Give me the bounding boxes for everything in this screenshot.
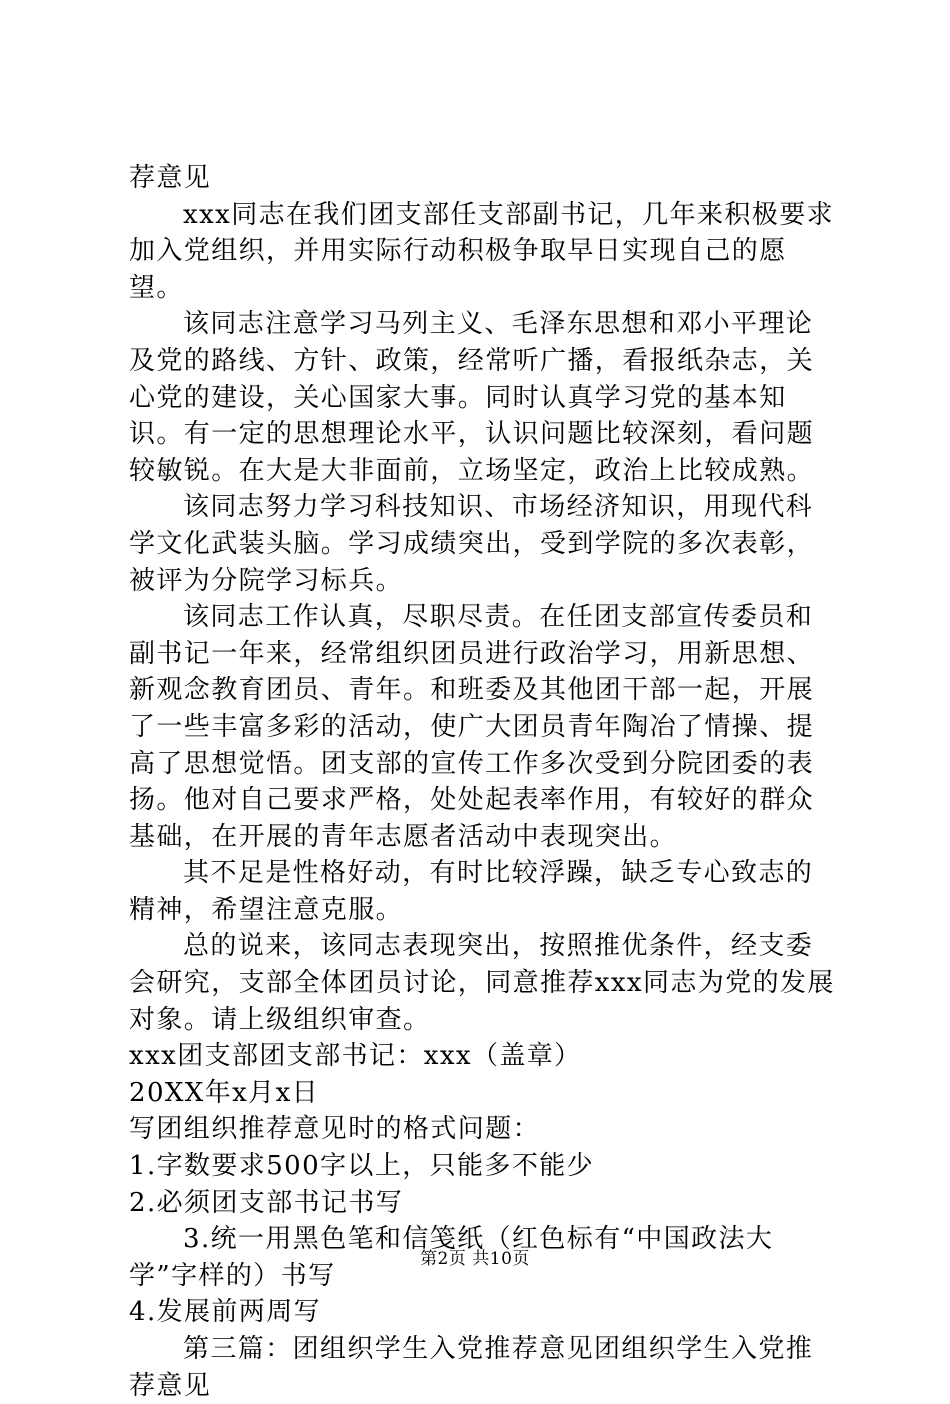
format-item-2: 2.必须团支部书记书写: [129, 1187, 404, 1218]
paragraph-intro: xxx同志在我们团支部任支部副书记，几年来积极要求加入党组织，并用实际行动积极争取早日实现自己的愿望。: [129, 199, 834, 303]
paragraph-work-performance: 该同志工作认真，尽职尽责。在任团支部宣传委员和副书记一年来，经常组织团员进行政治学习，用新思想、新观念教育团员、青年。和班委及其他团干部一起，开展了一些丰富多彩的活动，使广大团员青年陶冶了情操、提高了思想觉悟。团支部的宣传工作多次受到分院团委的表扬。他对自己要求严格，处处起表率作用，有较好的群众基础，在开展的青年志愿者活动中表现突出。: [129, 602, 815, 852]
format-title: 写团组织推荐意见时的格式问题：: [129, 1114, 541, 1145]
paragraph-conclusion: 总的说来，该同志表现突出，按照推优条件，经支委会研究，支部全体团员讨论，同意推荐xxx同志为党的发展对象。请上级组织审查。: [129, 931, 835, 1035]
date-line: 20XX年x月x日: [129, 1077, 320, 1108]
page-number: 第2页 共10页: [420, 1249, 530, 1269]
heading-continuation: 荐意见: [129, 163, 212, 193]
paragraph-academic-study: 该同志努力学习科技知识、市场经济知识，用现代科学文化武装头脑。学习成绩突出，受到学院的多次表彰，被评为分院学习标兵。: [129, 492, 815, 596]
format-item-1: 1.字数要求500字以上，只能多不能少: [129, 1151, 595, 1182]
paragraph-shortcomings: 其不足是性格好动，有时比较浮躁，缺乏专心致志的精神，希望注意克服。: [129, 858, 814, 925]
paragraph-political-study: 该同志注意学习马列主义、毛泽东思想和邓小平理论及党的路线、方针、政策，经常听广播，看报纸杂志，关心党的建设，关心国家大事。同时认真学习党的基本知识。有一定的思想理论水平，认识问题比较深刻，看问题较敏锐。在大是大非面前，立场坚定，政治上比较成熟。: [129, 309, 815, 486]
signature-line: xxx团支部团支部书记：xxx（盖章）: [129, 1041, 582, 1072]
format-item-4: 4.发展前两周写: [129, 1297, 322, 1328]
document-body: [129, 160, 835, 1404]
format-item-3: 3.统一用黑色笔和信笺纸（红色标有“中国政法大学”字样的）书写: [129, 1224, 774, 1291]
next-section-title: 第三篇：团组织学生入党推荐意见团组织学生入党推荐意见: [129, 1334, 814, 1401]
